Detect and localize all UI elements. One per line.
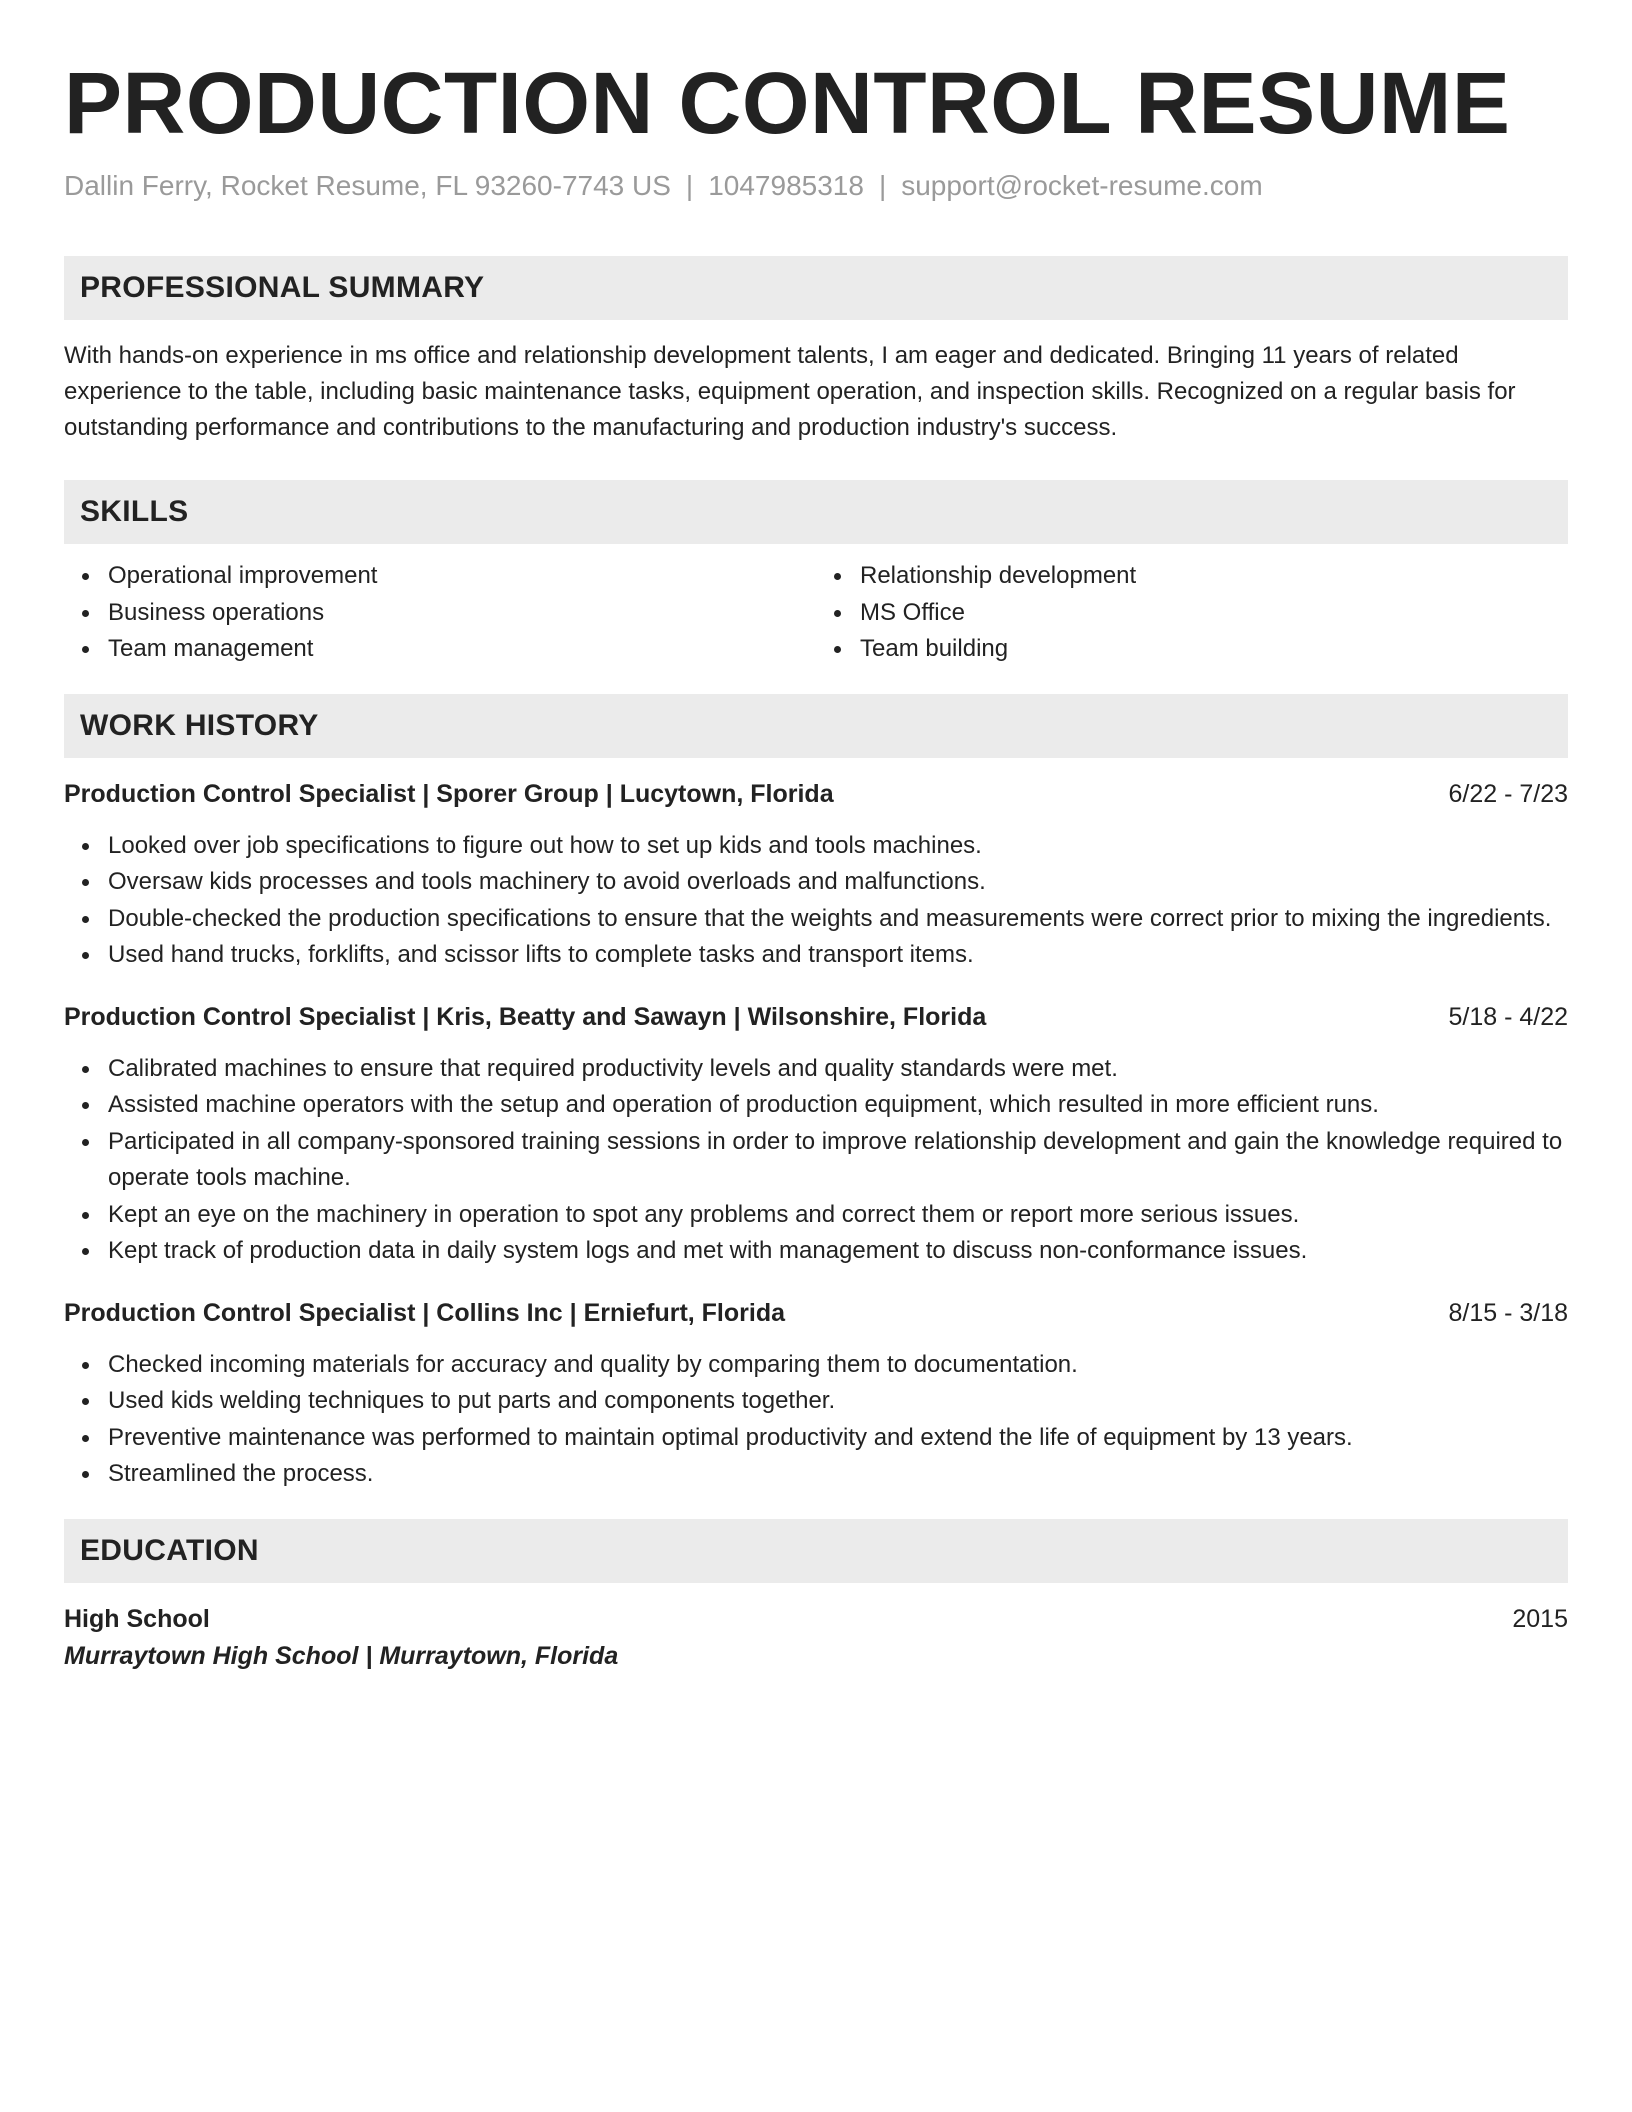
job-entry: [64, 1295, 1568, 1493]
job-bullet: Kept an eye on the machinery in operation to spot any problems and correct them or report more serious issues.: [108, 1197, 1568, 1234]
summary-text: With hands-on experience in ms office and relationship development talents, I am eager and dedicated. Bringing 11 years of related experience to the table, including basic maintenance tasks, equipment operation, and inspection skills. Recognized on a regular basis for outstanding performance and contributions to the manufacturing and production industry's success.: [64, 342, 1516, 441]
job-bullet: Calibrated machines to ensure that required productivity levels and quality standards were met.: [108, 1051, 1568, 1088]
skills-column-right: [816, 558, 1568, 668]
education-school: Murraytown High School | Murraytown, Florida: [64, 1641, 619, 1670]
education-degree: High School: [64, 1604, 210, 1633]
job-header: [64, 776, 1568, 812]
summary-section-header: [64, 256, 1568, 320]
job-title: Production Control Specialist | Kris, Beatty and Sawayn | Wilsonshire, Florida: [64, 1002, 987, 1031]
job-bullet: Preventive maintenance was performed to maintain optimal productivity and extend the life of equipment by 13 years.: [108, 1420, 1568, 1457]
skills-heading: SKILLS: [80, 495, 189, 528]
job-bullet: Assisted machine operators with the setup and operation of production equipment, which resulted in more efficient runs.: [108, 1087, 1568, 1124]
skill-item: Relationship development: [860, 558, 1568, 595]
job-bullets: [64, 828, 1568, 974]
contact-separator: |: [878, 170, 887, 201]
education-heading: EDUCATION: [80, 1533, 259, 1567]
job-dates: 6/22 - 7/23: [1448, 779, 1568, 808]
contact-line: [64, 168, 1568, 204]
work-heading: WORK HISTORY: [80, 708, 319, 742]
job-bullet: Double-checked the production specifications to ensure that the weights and measurements were correct prior to mixing the ingredients.: [108, 901, 1568, 938]
job-bullet: Checked incoming materials for accuracy and quality by comparing them to documentation.: [108, 1347, 1568, 1384]
education-year: 2015: [1512, 1604, 1568, 1633]
work-section-header: [64, 694, 1568, 758]
job-entry: [64, 776, 1568, 974]
skill-item: Team building: [860, 631, 1568, 668]
job-bullet: Looked over job specifications to figure out how to set up kids and tools machines.: [108, 828, 1568, 865]
job-bullet: Oversaw kids processes and tools machinery to avoid overloads and malfunctions.: [108, 864, 1568, 901]
contact-phone: 1047985318: [708, 170, 864, 201]
job-header: [64, 1295, 1568, 1331]
resume-title: PRODUCTION CONTROL RESUME: [64, 55, 1511, 152]
job-bullet: Used kids welding techniques to put parts and components together.: [108, 1383, 1568, 1420]
contact-address: Dallin Ferry, Rocket Resume, FL 93260-7743 US: [64, 170, 671, 201]
job-entry: [64, 999, 1568, 1270]
education-section-header: [64, 1519, 1568, 1583]
job-dates: 8/15 - 3/18: [1448, 1298, 1568, 1327]
job-bullet: Streamlined the process.: [108, 1456, 1568, 1493]
job-bullet: Used hand trucks, forklifts, and scissor lifts to complete tasks and transport items.: [108, 937, 1568, 974]
contact-email: support@rocket-resume.com: [901, 170, 1263, 201]
job-dates: 5/18 - 4/22: [1448, 1002, 1568, 1031]
job-bullets: [64, 1051, 1568, 1270]
education-header: [64, 1601, 1568, 1637]
summary-heading: PROFESSIONAL SUMMARY: [80, 271, 485, 304]
contact-separator: |: [685, 170, 694, 201]
job-title: Production Control Specialist | Sporer Group | Lucytown, Florida: [64, 779, 834, 808]
job-bullets: [64, 1347, 1568, 1493]
job-header: [64, 999, 1568, 1035]
skill-item: Operational improvement: [108, 558, 816, 595]
skill-item: Business operations: [108, 595, 816, 632]
skill-item: Team management: [108, 631, 816, 668]
job-title: Production Control Specialist | Collins Inc | Erniefurt, Florida: [64, 1298, 785, 1327]
skills-section-header: [64, 480, 1568, 544]
job-bullet: Participated in all company-sponsored training sessions in order to improve relationship development and gain the knowledge required to operate tools machine.: [108, 1124, 1568, 1197]
skills-column-left: [64, 558, 816, 668]
job-bullet: Kept track of production data in daily system logs and met with management to discuss non-conformance issues.: [108, 1233, 1568, 1270]
skill-item: MS Office: [860, 595, 1568, 632]
skills-grid: [64, 558, 1568, 668]
